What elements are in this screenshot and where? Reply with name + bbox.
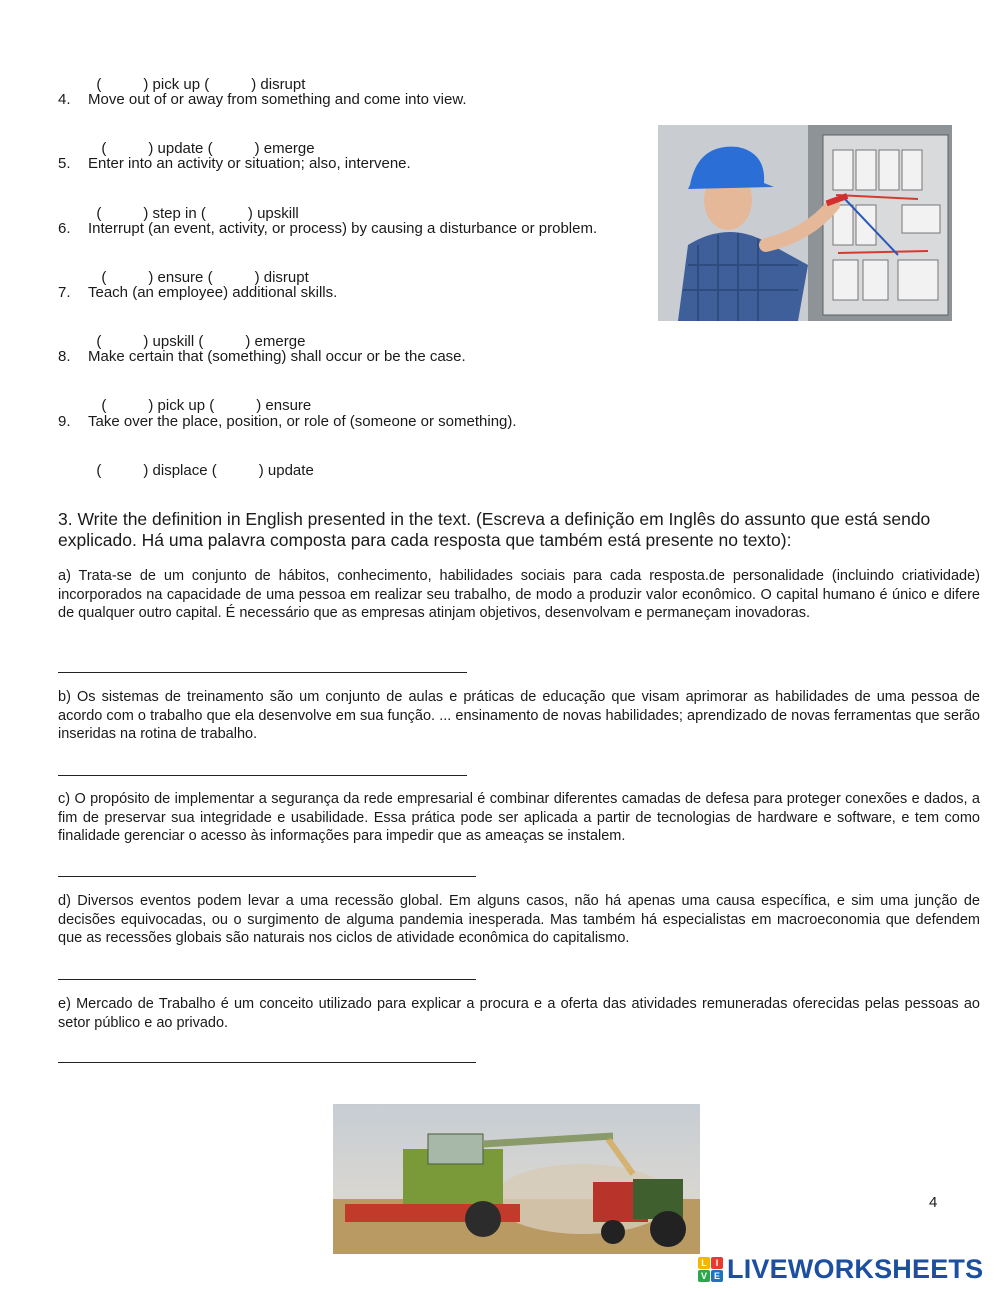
answer-checkbox[interactable]: ( ) (209, 397, 262, 414)
logo-badge-letter: L (698, 1257, 710, 1269)
option-label: disrupt (260, 76, 306, 93)
page-number: 4 (929, 1194, 938, 1211)
option-label: upskill (152, 333, 195, 350)
definition-d: d) Diversos eventos podem levar a uma recessão global. Em alguns casos, não há apenas uma causa específica, e sim uma junção de decisões equivocadas, ou o surgimento de alguma pandemia inesperada. Mas também há especialistas em macroeconomia que defendem que as recessões globais são naturais nos ciclos de atividade econômica do capitalismo. (58, 893, 980, 946)
options-row (88, 445, 314, 479)
answer-checkbox[interactable]: ( ) (96, 462, 149, 479)
answer-checkbox[interactable]: ( ) (207, 269, 260, 286)
definition-a: a) Trata-se de um conjunto de hábitos, conhecimento, habilidades sociais para cada resposta.de personalidade (incluindo criatividade) incorporados na capacidade de uma pessoa em realizar seu trabalho, de modo a produzir valor econômico. O capital humano é único e difere de qualquer outro capital. É necessário que as empresas atinjam objetivos, desenvolvam e permaneçam inovadoras. (58, 568, 980, 621)
answer-input-d[interactable] (58, 961, 476, 980)
logo-badge-letter: V (698, 1270, 710, 1282)
question-text: Enter into an activity or situation; also, intervene. (88, 155, 411, 172)
answer-checkbox[interactable]: ( ) (101, 269, 154, 286)
logo-text: LIVEWORKSHEETS (727, 1253, 984, 1284)
option-label: pick up (157, 397, 206, 414)
liveworksheets-logo[interactable] (698, 1254, 983, 1284)
answer-checkbox[interactable]: ( ) (207, 140, 260, 157)
answer-checkbox[interactable]: ( ) (96, 76, 149, 93)
question-number: 8. (58, 348, 71, 365)
answer-input-b[interactable] (58, 757, 467, 776)
definition-c: c) O propósito de implementar a segurança da rede empresarial é combinar diferentes camadas de defesa para proteger conexões e dados, a fim de preservar sua integridade e usabilidade. Essa prática pode ser aplicada a partir de tecnologias de hardware e software, e tem como finalidade gerenciar o acesso às informações para impedir que as ameaças se instalem. (58, 791, 980, 844)
logo-badge-letter: I (711, 1257, 723, 1269)
question-5 (58, 155, 411, 172)
option-label: displace (152, 462, 208, 479)
answer-checkbox[interactable]: ( ) (96, 333, 149, 350)
option-label: update (157, 140, 204, 157)
question-number: 6. (58, 220, 71, 237)
logo-badge-letter: E (711, 1270, 723, 1282)
answer-input-a[interactable] (58, 654, 467, 673)
option-label: step in (152, 205, 197, 222)
question-8 (58, 348, 466, 365)
option-label: emerge (254, 333, 306, 350)
options-row (88, 188, 299, 222)
question-text: Interrupt (an event, activity, or process) by causing a disturbance or problem. (88, 220, 598, 237)
question-6 (58, 220, 597, 237)
option-label: pick up (152, 76, 201, 93)
answer-input-e[interactable] (58, 1044, 476, 1063)
question-text: Make certain that (something) shall occur or be the case. (88, 348, 466, 365)
options-row (93, 123, 315, 157)
options-row (93, 380, 311, 414)
answer-checkbox[interactable]: ( ) (96, 205, 149, 222)
question-7 (58, 284, 337, 301)
electrician-photo (658, 125, 952, 321)
logo-badge-icon (698, 1257, 723, 1282)
options-row (93, 252, 309, 286)
definition-b: b) Os sistemas de treinamento são um conjunto de aulas e práticas de educação que visam aprimorar as habilidades de uma pessoa de acordo com o trabalho que ela desenvolve em sua função. ... ensinamento de novas habilidades; aprendizado de novas ferramentas que serão inseridas na rotina de trabalho. (58, 689, 980, 742)
options-row (88, 59, 305, 93)
answer-checkbox[interactable]: ( ) (211, 462, 264, 479)
options-row (88, 316, 305, 350)
answer-checkbox[interactable]: ( ) (198, 333, 251, 350)
question-number: 7. (58, 284, 71, 301)
option-label: disrupt (263, 269, 309, 286)
question-text: Take over the place, position, or role of (someone or something). (88, 413, 517, 430)
harvester-photo (333, 1104, 700, 1254)
option-label: emerge (263, 140, 315, 157)
answer-checkbox[interactable]: ( ) (204, 76, 257, 93)
question-text: Teach (an employee) additional skills. (88, 284, 338, 301)
answer-checkbox[interactable]: ( ) (200, 205, 253, 222)
answer-checkbox[interactable]: ( ) (101, 140, 154, 157)
question-number: 5. (58, 155, 71, 172)
option-label: upskill (257, 205, 299, 222)
definition-e: e) Mercado de Trabalho é um conceito utilizado para explicar a procura e a oferta das atividades remuneradas oferecidas pelas pessoas ao setor público e ao privado. (58, 996, 980, 1031)
section-3-title: 3. Write the definition in English presented in the text. (Escreva a definição em Inglês do assunto que está sendo explicado. Há uma palavra composta para cada resposta que também está presente no texto): (58, 509, 931, 550)
question-number: 4. (58, 91, 71, 108)
answer-input-c[interactable] (58, 858, 476, 877)
option-label: ensure (157, 269, 204, 286)
question-text: Move out of or away from something and come into view. (88, 91, 467, 108)
question-number: 9. (58, 413, 71, 430)
option-label: update (267, 462, 314, 479)
option-label: ensure (265, 397, 312, 414)
question-9 (58, 413, 517, 430)
question-4 (58, 91, 467, 108)
answer-checkbox[interactable]: ( ) (101, 397, 154, 414)
